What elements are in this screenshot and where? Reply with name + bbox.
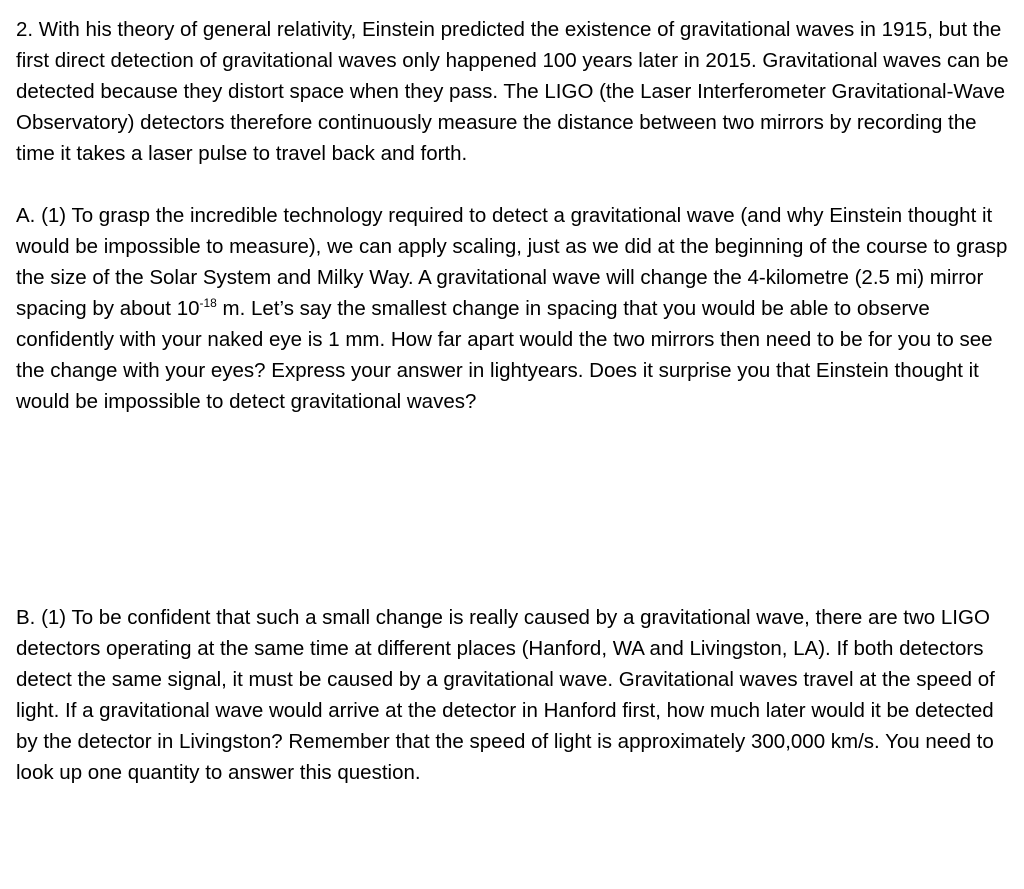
document-body [16,14,1012,788]
part-a-exponent: -18 [199,296,217,310]
part-a-paragraph [16,200,1012,417]
part-b-paragraph: B. (1) To be confident that such a small change is really caused by a gravitational wave, there are two LIGO detectors operating at the same time at different places (Hanford, WA and Livingston, LA). If both detectors detect the same signal, it must be caused by a gravitational wave. Gravitational waves travel at the speed of light. If a gravitational wave would arrive at the detector in Hanford first, how much later would it be detected by the detector in Livingston? Remember that the speed of light is approximately 300,000 km/s. You need to look up one quantity to answer this question. [16,606,995,784]
part-a-text-after: m. Let’s say the smallest change in spacing that you would be able to observe confidently with your naked eye is 1 mm. How far apart would the two mirrors then need to be for you to see the change with your eyes? Express your answer in lightyears. Does it surprise you that Einstein thought it would be impossible to detect gravitational waves? [16,297,993,413]
part-a-text-before: A. (1) To grasp the incredible technology required to detect a gravitational wave (and why Einstein thought it would be impossible to measure), we can apply scaling, just as we did at the beginning of the course to grasp the size of the Solar System and Milky Way. A gravitational wave will change the 4-kilometre (2.5 mi) mirror spacing by about 10 [16,204,1008,320]
question-intro-paragraph: 2. With his theory of general relativity, Einstein predicted the existence of gravitational waves in 1915, but the first direct detection of gravitational waves only happened 100 years later in 2015. Gravitational waves can be detected because they distort space when they pass. The LIGO (the Laser Interferometer Gravitational-Wave Observatory) detectors therefore continuously measure the distance between two mirrors by recording the time it takes a laser pulse to travel back and forth. [16,18,1009,165]
